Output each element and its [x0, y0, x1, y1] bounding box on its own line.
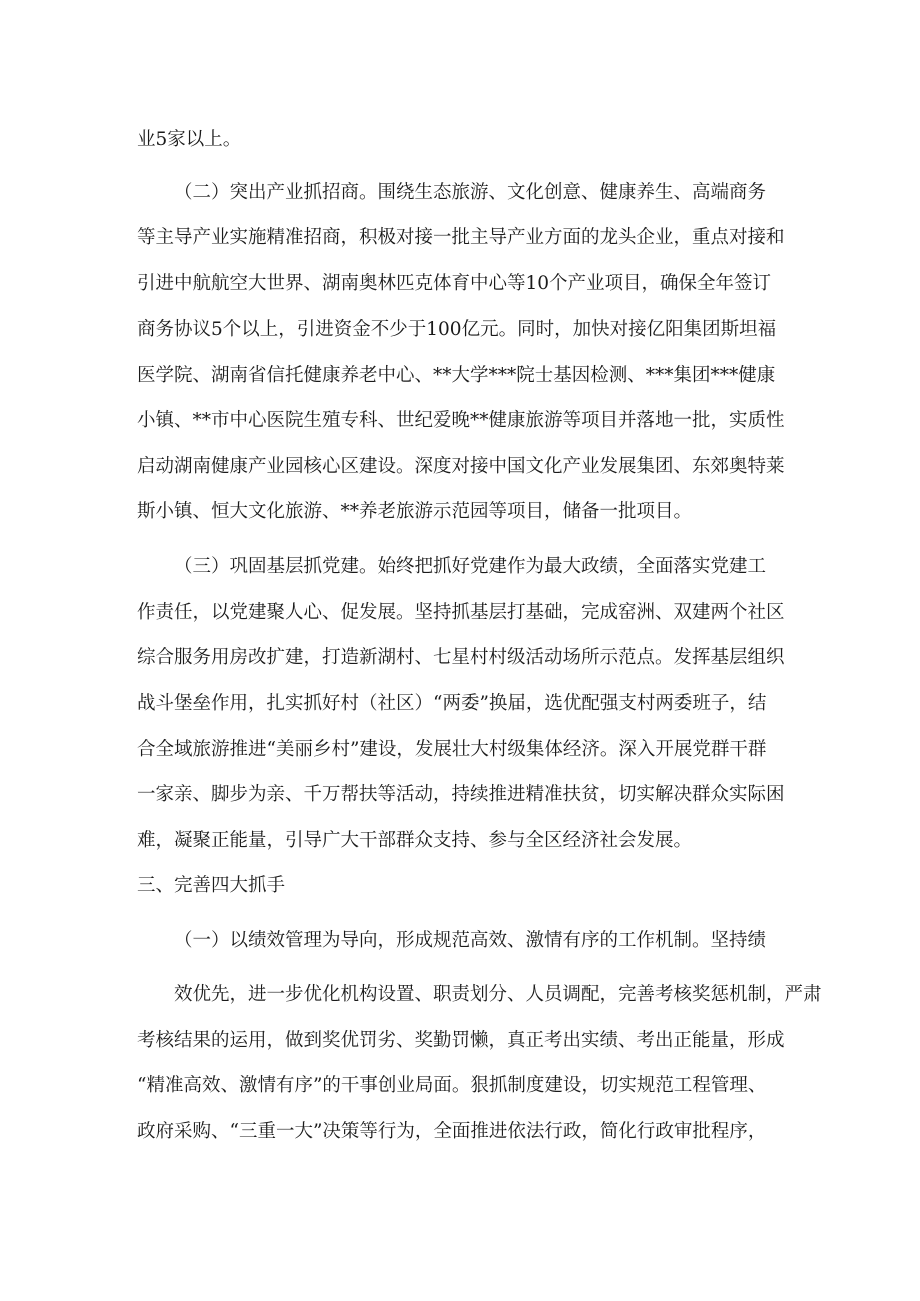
text-line: 引进中航航空大世界、湖南奥林匹克体育中心等10个产业项目，确保全年签订 [137, 273, 772, 294]
text-line: 业5家以上。 [137, 129, 242, 150]
text-line: 启动湖南健康产业园核心区建设。深度对接中国文化产业发展集团、东郊奥特莱 [137, 456, 785, 477]
text-line: 等主导产业实施精准招商，积极对接一批主导产业方面的龙头企业，重点对接和 [137, 227, 785, 248]
text-line: 商务协议5个以上，引进资金不少于100亿元。同时，加快对接亿阳集团斯坦福 [137, 319, 777, 340]
paragraph-2-first-line: （二）突出产业抓招商。围绕生态旅游、文化创意、健康养生、高端商务 [174, 182, 767, 203]
text-line: “精准高效、激情有序”的干事创业局面。狠抓制度建设，切实规范工程管理、 [137, 1075, 767, 1096]
section-heading: （一）以绩效管理为导向，形成规范高效、激情有序的工作机制。坚持绩 [174, 930, 767, 951]
text-line: 作责任，以党建聚人心、促发展。坚持抓基层打基础，完成窑洲、双建两个社区 [137, 602, 785, 623]
text-line: 综合服务用房改扩建，打造新湖村、七星村村级活动场所示范点。发挥基层组织 [137, 647, 785, 668]
text-line: 战斗堡垒作用，扎实抓好村（社区）“两委”换届，选优配强支村两委班子，结 [137, 693, 767, 714]
text-line: 三、完善四大抓手 [137, 875, 286, 896]
text-line: 斯小镇、恒大文化旅游、**养老旅游示范园等项目，储备一批项目。 [137, 501, 693, 522]
text-line: 小镇、**市中心医院生殖专科、世纪爱晚**健康旅游等项目并落地一批，实质性 [137, 410, 785, 431]
text-line: 合全域旅游推进“美丽乡村”建设，发展壮大村级集体经济。深入开展党群干群 [137, 739, 767, 760]
paragraph-3-first-line: （三）巩固基层抓党建。始终把抓好党建作为最大政绩，全面落实党建工 [174, 556, 767, 577]
text-line: 政府采购、“三重一大”决策等行为，全面推进依法行政，简化行政审批程序， [137, 1121, 767, 1142]
text-line: 考核结果的运用，做到奖优罚劣、奖勤罚懒，真正考出实绩、考出正能量，形成 [137, 1030, 785, 1051]
text-line: 一家亲、脚步为亲、千万帮扶等活动，持续推进精准扶贫，切实解决群众实际困 [137, 784, 785, 805]
paragraph-4-first-line: 效优先，进一步优化机构设置、职责划分、人员调配，完善考核奖惩机制，严肃 [174, 984, 822, 1005]
text-line: 医学院、湖南省信托健康养老中心、**大学***院士基因检测、***集团***健康 [137, 365, 776, 386]
text-line: 难，凝聚正能量，引导广大干部群众支持、参与全区经济社会发展。 [137, 830, 693, 851]
